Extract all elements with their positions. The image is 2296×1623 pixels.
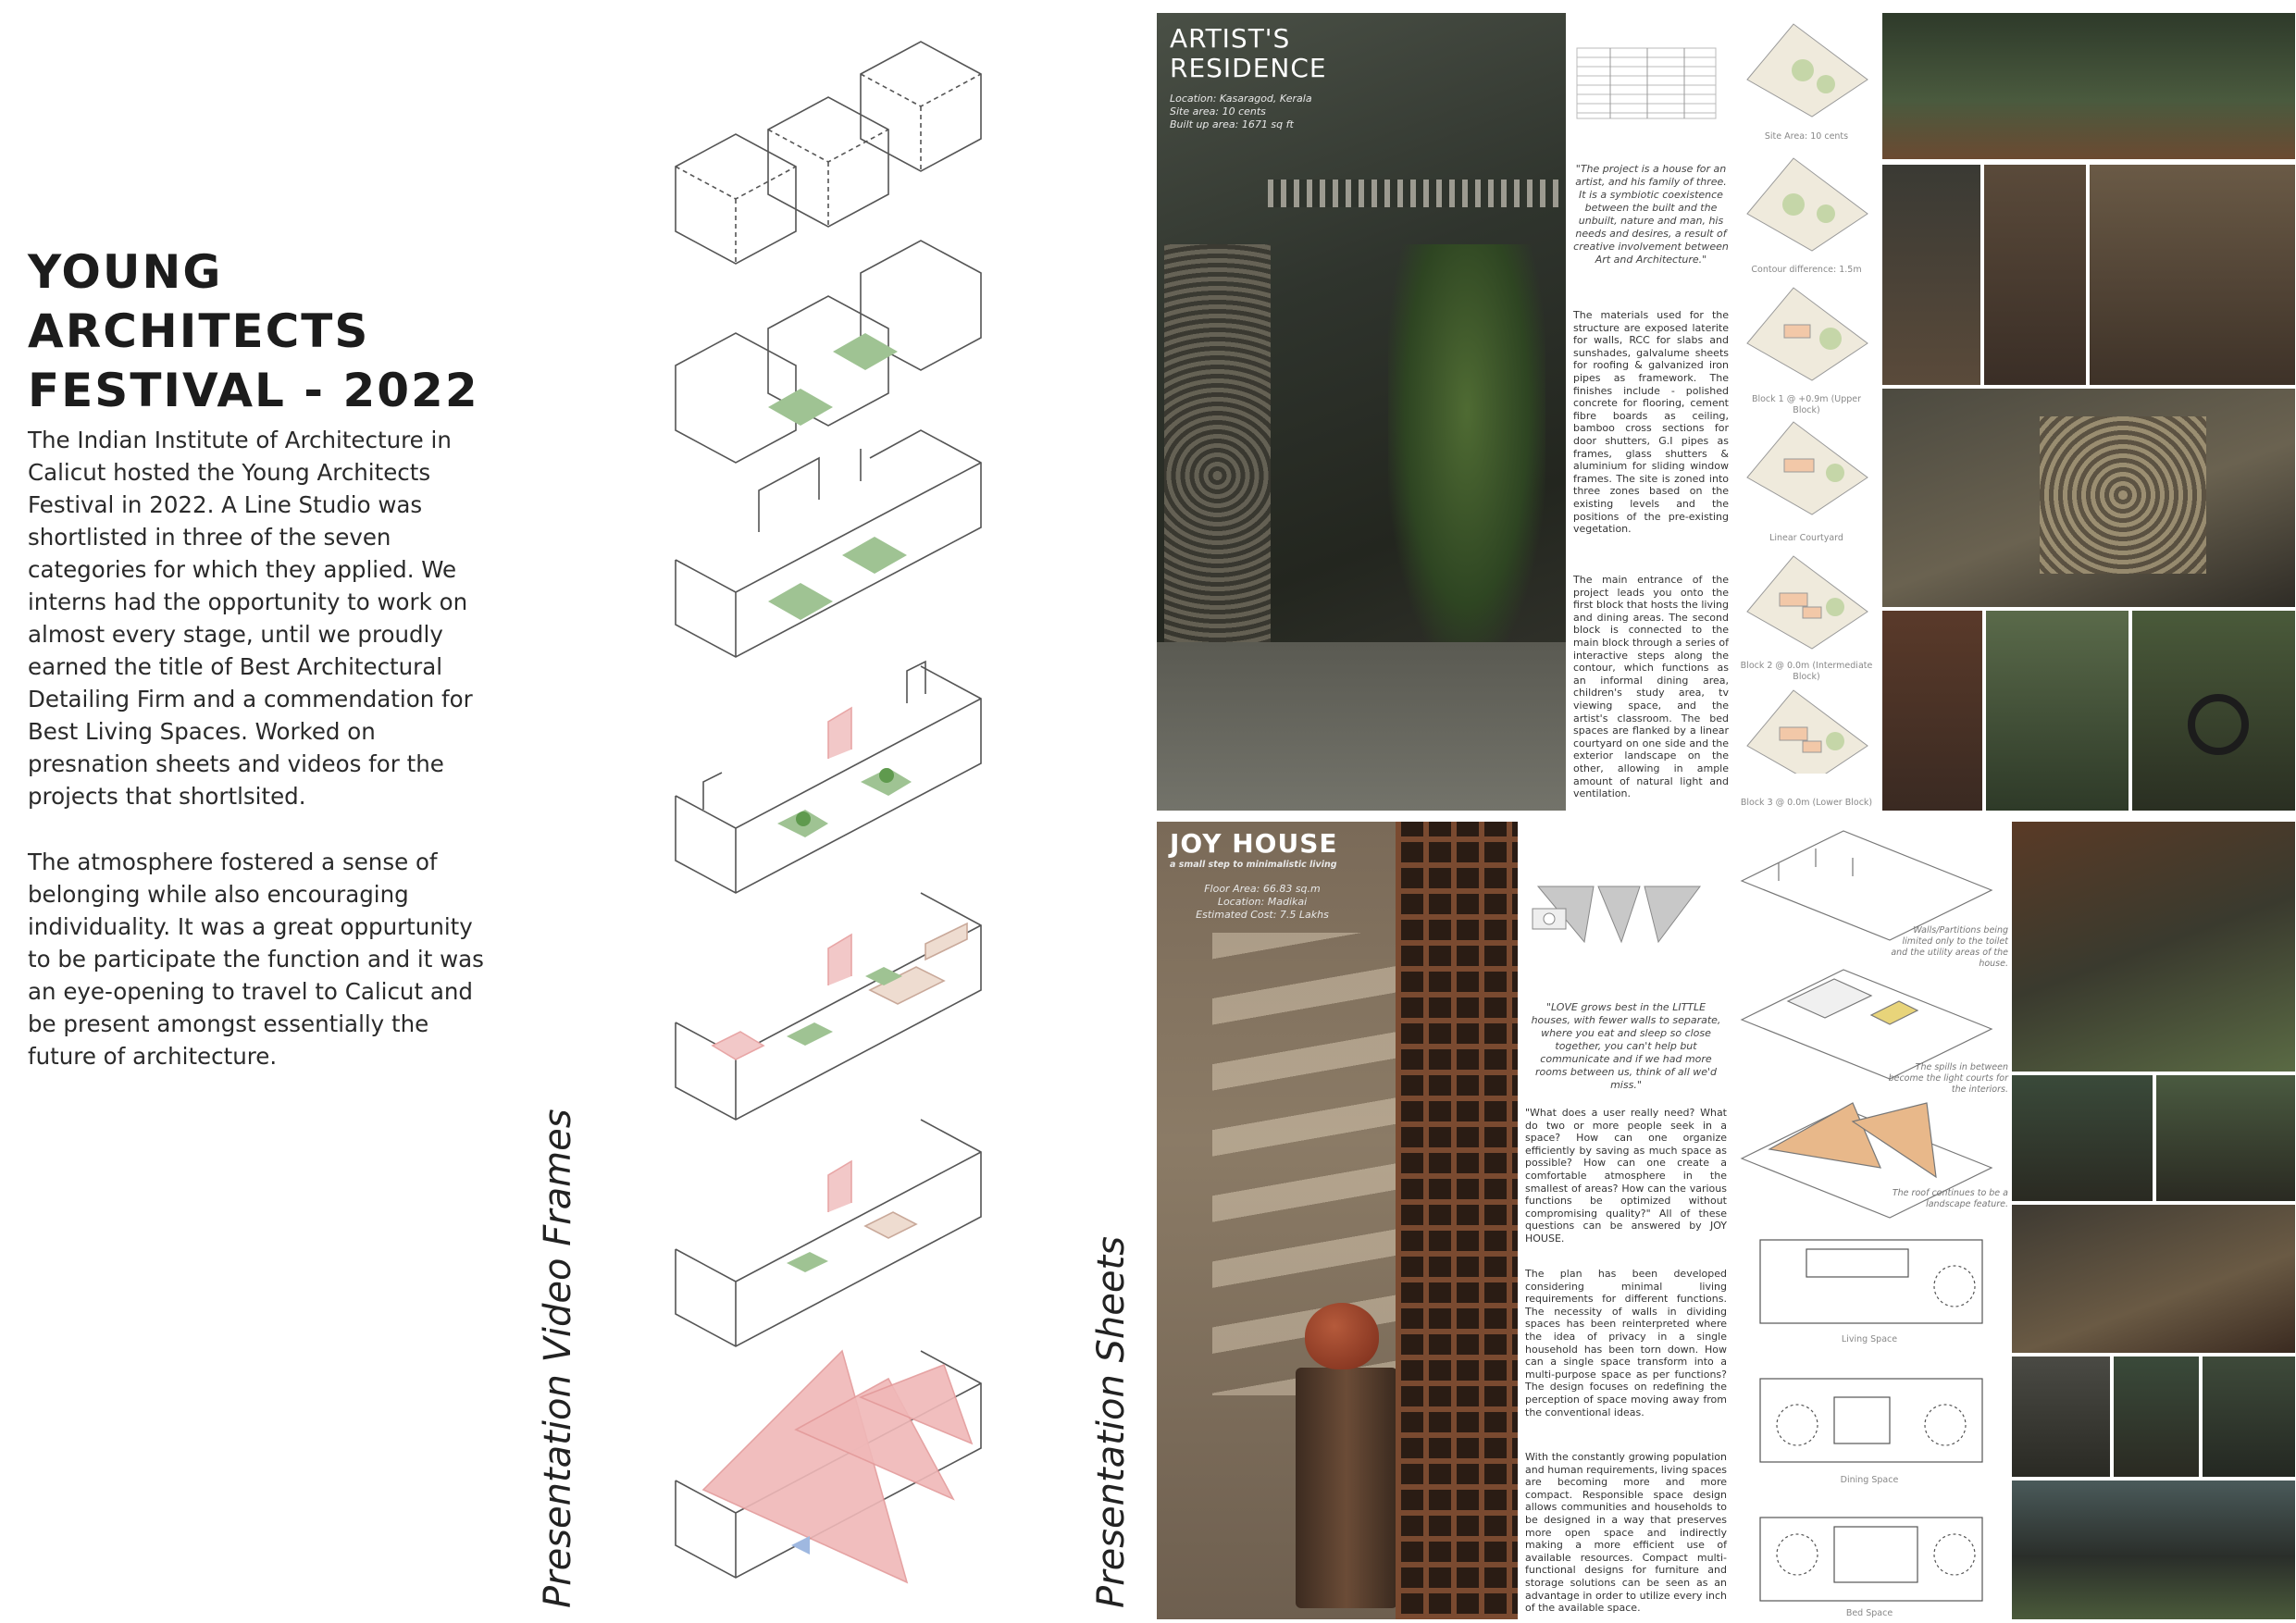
artist-photo-dining bbox=[2090, 165, 2295, 385]
atmosphere-paragraph: The atmosphere fostered a sense of belonging while also encouraging individuality. It was a great oppurtunity to be participate the function and it was an eye-opening to travel to Calicut and be present amongst essentially the future of architecture. bbox=[28, 849, 484, 1070]
joy-quote: "LOVE grows best in the LITTLE houses, with fewer walls to separate, where you eat and sleep so close together, you can't help but communicate and if we had more rooms between us, think of all we'd miss." bbox=[1531, 1001, 1721, 1091]
diagram-caption-block-3: Block 3 @ 0.0m (Lower Block) bbox=[1740, 798, 1873, 808]
artist-entrance-text: The main entrance of the project leads you onto the first block that hosts the living and dining areas. The second block is connected to the main block through a series of interactive steps along the contour, which functions as an informal dining area, children's study area, tv viewing space, and the artist's classroom. The bed spaces are flanked by a linear courtyard on one side and the exterior landscape on the other, allowing in ample amount of natural light and ventilation. bbox=[1573, 574, 1729, 800]
frame-3-long-box bbox=[676, 430, 981, 657]
joy-photo-window-2 bbox=[2114, 1357, 2199, 1477]
joy-plan-text: The plan has been developed considering minimal living requirements for different functions. The necessity of walls in dividing spaces has been reinterpreted where the idea of privacy in a single household has been torn down. How can a single space transform into a multi-purpose space as per functions? The design focuses on redefining the perception of space moving away from the conventional ideas. bbox=[1525, 1268, 1727, 1419]
artist-site-diagrams bbox=[1738, 15, 1875, 811]
joy-subtitle: a small step to minimalistic living bbox=[1170, 860, 1337, 870]
joy-growth-text: With the constantly growing population and human requirements, living spaces are becoming more and more compact. Responsible space design allows communities and households to be designed in a way that preserves more open space and indirectly making a more efficient use of available resources. Compact multi-functional designs for furniture and storage solutions can be seen as an advantage in order to utilize every inch of the available space. bbox=[1525, 1451, 1727, 1615]
artist-residence-hero-photo bbox=[1157, 13, 1566, 811]
joy-photo-dining bbox=[2012, 1481, 2295, 1619]
artist-materials-text: The materials used for the structure are exposed laterite for walls, RCC for slabs and sunshades, galvalume sheets for roofing & galvanized iron pipes as framework. The finishes include - polished concrete for flooring, cement fibre boards as ceiling, bamboo cross sections for door shutters, G.I pipes as frames, glass shutters & aluminium for sliding window frames. The site is zoned into three zones based on the existing levels and the positions of the pre-existing vegetation. bbox=[1573, 309, 1729, 536]
frame-7-roof bbox=[676, 1351, 981, 1582]
joy-cost: Estimated Cost: 7.5 Lakhs bbox=[1196, 909, 1329, 921]
joy-roof-icons bbox=[1529, 881, 1714, 948]
artist-title-line-1: ARTIST'S bbox=[1170, 23, 1291, 54]
artist-location: Location: Kasaragod, Kerala bbox=[1170, 93, 1312, 105]
artist-photo-garden bbox=[1986, 611, 2128, 811]
artist-title-line-2: RESIDENCE bbox=[1170, 53, 1327, 83]
joy-photo-plants bbox=[2203, 1357, 2295, 1477]
joy-house-brick-photo bbox=[1396, 822, 1518, 1619]
title-line-1: YOUNG ARCHITECTS bbox=[28, 245, 370, 358]
artist-site-area: Site area: 10 cents bbox=[1170, 105, 1266, 118]
frame-5-furnished bbox=[676, 893, 981, 1120]
frame-1-cubes bbox=[676, 42, 981, 264]
artist-built-area: Built up area: 1671 sq ft bbox=[1170, 118, 1294, 130]
joy-note-spills: The spills in between become the light courts for the interiors. bbox=[1888, 1062, 2008, 1095]
diagram-caption-block-2: Block 2 @ 0.0m (Intermediate Block) bbox=[1740, 661, 1873, 682]
frame-4-plants bbox=[676, 662, 981, 893]
diagram-caption-block-1: Block 1 @ +0.9m (Upper Block) bbox=[1751, 394, 1862, 415]
caption-bed-space: Bed Space bbox=[1845, 1608, 1893, 1618]
artist-quote: "The project is a house for an artist, and his family of three. It is a symbiotic coexistence between the built and the unbuilt, nature and man, his needs and desires, a result of creative involvement between Art and Architecture." bbox=[1573, 163, 1729, 266]
artist-photo-corridor bbox=[1882, 165, 1980, 385]
joy-note-roof: The roof continues to be a landscape feature. bbox=[1892, 1188, 2008, 1209]
artist-photo-window bbox=[2132, 611, 2295, 811]
diagram-caption-site-area: Site Area: 10 cents bbox=[1764, 131, 1849, 142]
joy-photo-brick-wall bbox=[2012, 822, 2295, 1072]
artist-photo-study bbox=[1984, 165, 2086, 385]
joy-axon-diagrams bbox=[1732, 825, 2004, 1223]
video-frames-strip bbox=[648, 19, 999, 1619]
artist-photo-living bbox=[1882, 389, 2295, 607]
diagram-caption-contour: Contour difference: 1.5m bbox=[1751, 265, 1862, 275]
joy-photo-window-1 bbox=[2012, 1357, 2110, 1477]
artist-photo-exterior bbox=[1882, 13, 2295, 159]
joy-photo-bed-2 bbox=[2156, 1075, 2295, 1201]
sheets-label: Presentation Sheets bbox=[1090, 1236, 1133, 1608]
page-title bbox=[28, 242, 546, 420]
caption-dining-space: Dining Space bbox=[1840, 1475, 1899, 1485]
joy-photo-bed-1 bbox=[2012, 1075, 2153, 1201]
artist-elevation-drawing bbox=[1573, 44, 1721, 122]
joy-floor-area: Floor Area: 66.83 sq.m bbox=[1204, 883, 1321, 895]
frame-6-furnished bbox=[676, 1120, 981, 1346]
joy-location: Location: Madikai bbox=[1217, 896, 1308, 908]
joy-note-walls: Walls/Partitions being limited only to the toilet and the utility areas of the house. bbox=[1891, 925, 2008, 969]
title-line-2: FESTIVAL - 2022 bbox=[28, 364, 479, 417]
joy-photo-courtyard bbox=[2012, 1205, 2295, 1353]
intro-paragraph: The Indian Institute of Architecture in Calicut hosted the Young Architects Festival in 2022. A Line Studio was shortlisted in three of the seven categories for which they applied. We interns had the opportunity to work on almost every stage, until we proudly earned the title of Best Architectural Detailing Firm and a commendation for Best Living Spaces. Worked on presnation sheets and videos for the projects that shortlsited. bbox=[28, 427, 473, 810]
joy-questions-text: "What does a user really need? What do two or more people seek in a space? How can one organize efficiently by saving as much space as possible? How can one create a comfortable atmosphere in the smallest of areas? How can the various functions be optimized without compromising quality?" All of these questions can be answered by JOY HOUSE. bbox=[1525, 1107, 1727, 1245]
diagram-caption-courtyard: Linear Courtyard bbox=[1769, 533, 1843, 543]
frame-2-cubes-green bbox=[676, 241, 981, 463]
artist-photo-stair bbox=[1882, 611, 1982, 811]
caption-living-space: Living Space bbox=[1841, 1334, 1898, 1344]
joy-plan-sketches bbox=[1732, 1231, 2004, 1619]
joy-title: JOY HOUSE bbox=[1170, 828, 1338, 859]
video-frames-label: Presentation Video Frames bbox=[537, 1109, 579, 1608]
